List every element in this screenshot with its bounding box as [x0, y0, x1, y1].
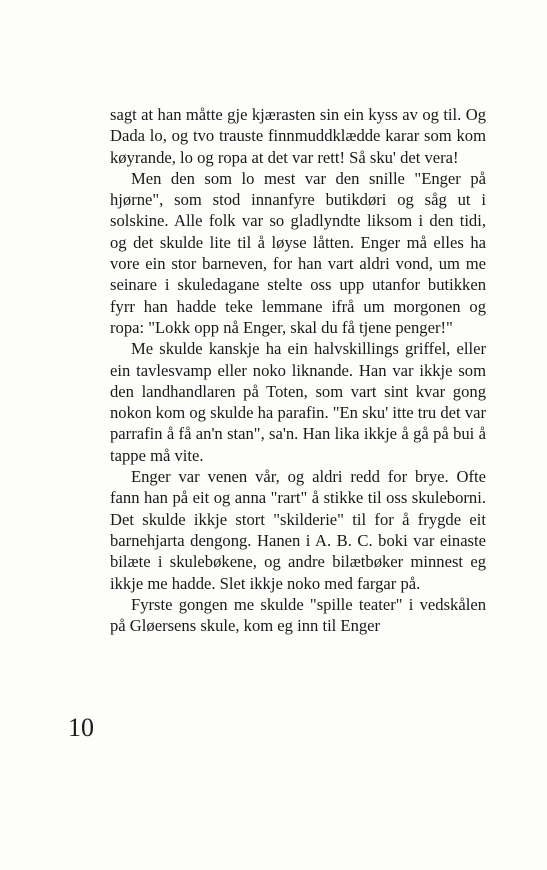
paragraph-1: sagt at han måtte gje kjærasten sin ein kyss av og til. Og Dada lo, og tvo trauste finnmuddklædde karar som kom køyrande, lo og ropa at det var rett! Så sku' det vera!: [110, 105, 486, 167]
paragraph-4: Enger var venen vår, og aldri redd for brye. Ofte fann han på eit og anna "rart" å stikke til oss skuleborni. Det skulde ikkje stort "skilderie" til for å frygde eit barnehjarta dengong. Hanen i A. B. C. boki var einaste bilæte i skulebøkene, og andre bilætbøker minnest eg ikkje me hadde. Slet ikkje noko med fargar på.: [110, 467, 486, 593]
paragraph-2: Men den som lo mest var den snille "Enger på hjørne", som stod innanfyre butikdøri og såg ut i solskine. Alle folk var so gladlyndte liksom i den tidi, og det skulde lite til å løyse låtten. Enger må elles ha vore ein stor barneven, for han vart aldri vond, um me seinare i skuledagane stelte oss upp utanfor butikken fyrr han hadde teke lemmane ifrå um morgonen og ropa: "Lokk opp nå Enger, skal du få tjene penger!": [110, 168, 486, 337]
body-text: [110, 104, 486, 636]
page-number: 10: [68, 713, 94, 742]
paragraph-5: Fyrste gongen me skulde "spille teater" i vedskålen på Gløersens skule, kom eg inn til Enger: [110, 594, 486, 636]
paragraph-3: Me skulde kanskje ha ein halvskillings griffel, eller ein tavlesvamp eller noko liknande. Han var ikkje som den landhandlaren på Toten, som vart sint kvar gong nokon kom og skulde ha parafin. "En sku' itte tru det var parrafin å få an'n stan", sa'n. Han lika ikkje å gå på bui å tappe må vite.: [110, 339, 486, 465]
